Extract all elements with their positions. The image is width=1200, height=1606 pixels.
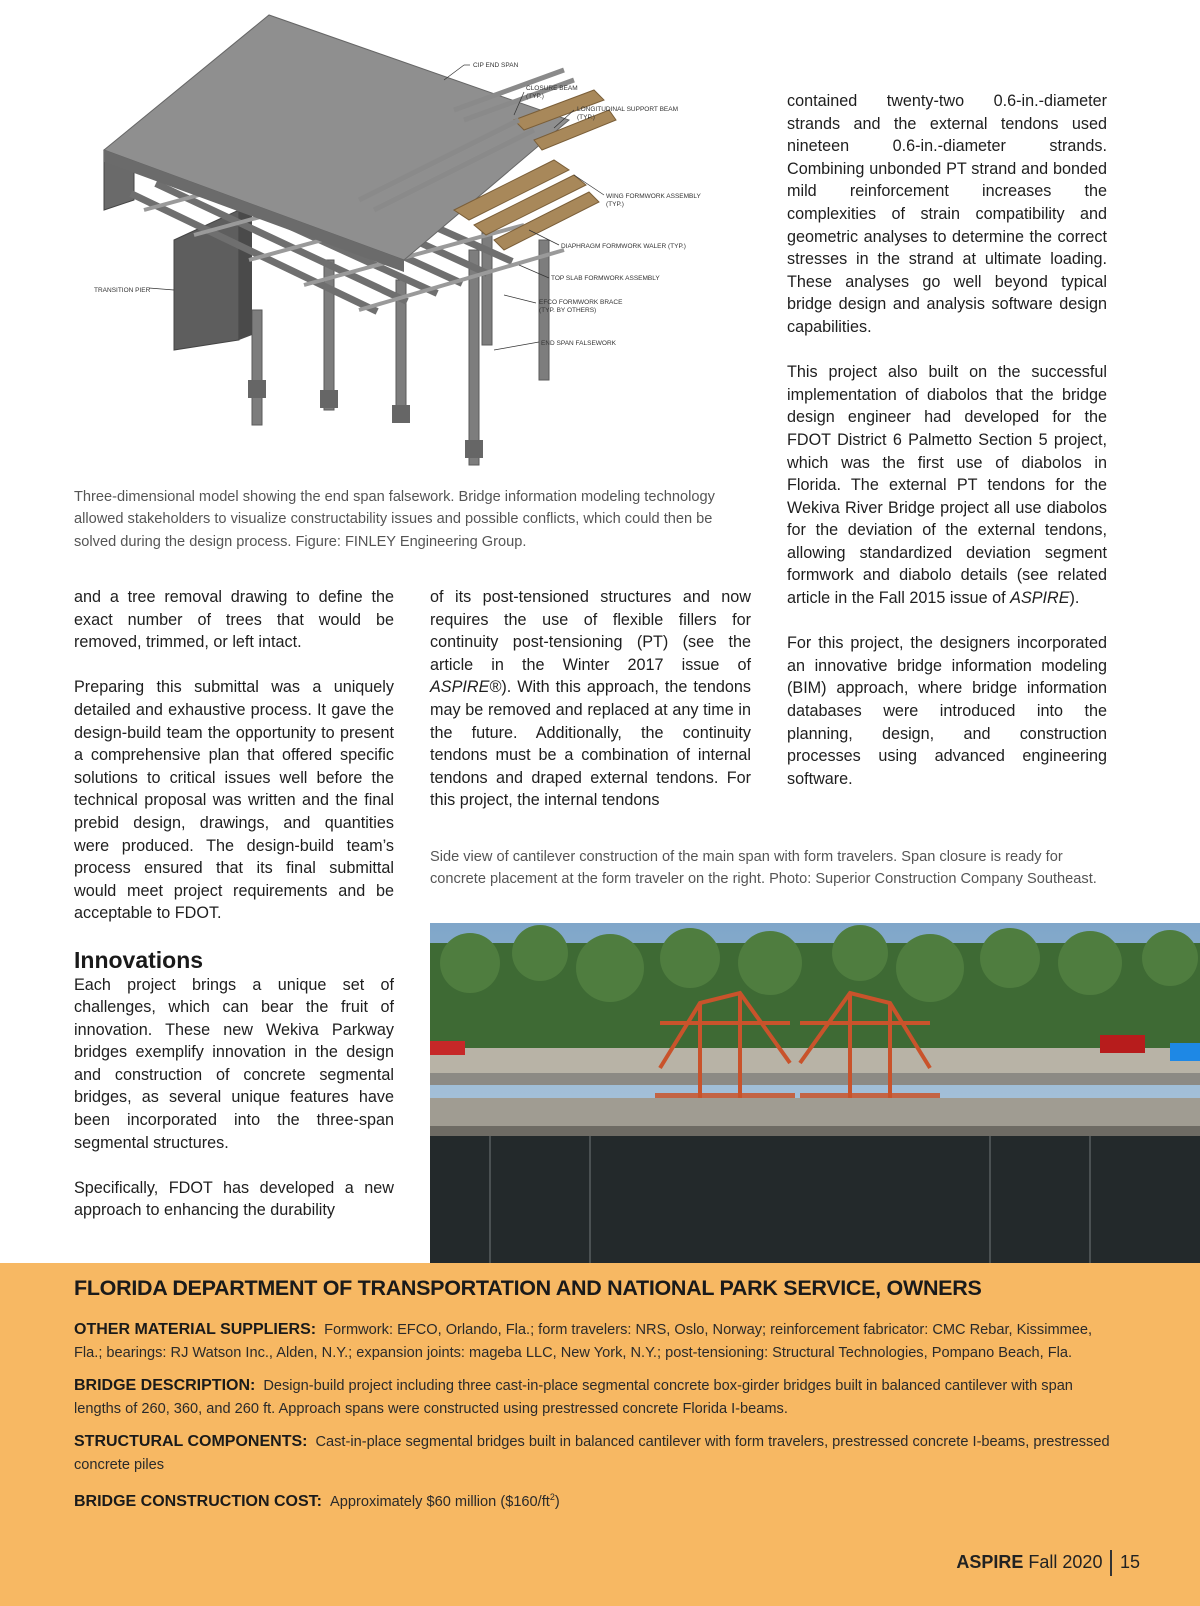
info-bridge-description xyxy=(74,1374,1114,1421)
cost-text: Approximately $60 million ($160/ft xyxy=(330,1493,550,1510)
figure-caption: Three-dimensional model showing the end span falsework. Bridge information modeling technology allowed stakeholders to visualize constructability issues and possible conflicts, which could then be solved during the design process. Figure: FINLEY Engineering Group. xyxy=(74,489,715,550)
description-text: Design-build project including three cast-in-place segmental concrete box-girder bridges built in balanced cantilever with span lengths of 260, 360, and 260 ft. Approach spans were constructed using prestressed concrete Florida I-beams. xyxy=(74,1378,1073,1417)
components-label: STRUCTURAL COMPONENTS: xyxy=(74,1433,308,1450)
suppliers-text: Formwork: EFCO, Orlando, Fla.; form travelers: NRS, Oslo, Norway; reinforcement fabricator: CMC Rebar, Kissimmee, Fla.; bearings: RJ Watson Inc., Alden, N.Y.; expansion joints: mageba LLC, New York, N.Y.; post-tensioning: Structural Technologies, Pompano Beach, Fla. xyxy=(74,1322,1093,1361)
col2-text-a: of its post-tensioned structures and now requires the use of flexible fillers for continuity post-tensioning (PT) (see the article in the Winter 2017 issue of xyxy=(430,588,751,674)
label-diaphragm-waler: DIAPHRAGM FORMWORK WALER (TYP.) xyxy=(561,243,686,250)
info-construction-cost xyxy=(74,1486,1114,1514)
col3-paragraph-2 xyxy=(787,361,1107,610)
col2-italic-aspire: ASPIRE® xyxy=(430,678,502,697)
bridge-construction-photo xyxy=(430,923,1200,1263)
label-efco-brace: EFCO FORMWORK BRACE xyxy=(539,299,623,306)
cost-label: BRIDGE CONSTRUCTION COST: xyxy=(74,1492,322,1510)
label-closure-beam: CLOSURE BEAM xyxy=(526,85,578,92)
cost-superscript: 2 xyxy=(549,1492,555,1502)
col2-paragraph-1 xyxy=(430,586,751,812)
col1-paragraph-4: Specifically, FDOT has developed a new approach to enhancing the durability xyxy=(74,1178,394,1220)
label-longitudinal-support-beam: LONGITUDINAL SUPPORT BEAM xyxy=(577,106,679,113)
label-wing-formwork: WING FORMWORK ASSEMBLY xyxy=(606,193,701,200)
column-3 xyxy=(787,90,1107,813)
col3-paragraph-1: contained twenty-two 0.6-in.-diameter strands and the external tendons used nineteen 0.6-in.-diameter strands. Combining unbonded PT strand and bonded mild reinforcement increases the complexities of strain compatibility and geometric analyses to determine the correct stresses in the strand at ultimate loading. These analyses go well beyond typical bridge design and analysis software design capabilities. xyxy=(787,92,1107,336)
footer-magazine: ASPIRE xyxy=(956,1551,1024,1572)
description-label: BRIDGE DESCRIPTION: xyxy=(74,1377,256,1394)
suppliers-label: OTHER MATERIAL SUPPLIERS: xyxy=(74,1321,317,1338)
label-closure-beam-typ: (TYP.) xyxy=(526,93,544,100)
label-longitudinal-support-beam-typ: (TYP.) xyxy=(577,114,595,121)
col3-paragraph-3: For this project, the designers incorporated an innovative bridge information modeling (BIM) approach, where bridge information databases were introduced into the planning, design, and construction processes using advanced engineering software. xyxy=(787,634,1107,788)
col1-paragraph-2: Preparing this submittal was a uniquely detailed and exhaustive process. It gave the design-build team the opportunity to present a comprehensive plan that offered specific solutions to critical issues well before the technical proposal was written and the final prebid design, drawings, and quantities were produced. The design-build team’s process ensured that its final submittal would meet project requirements and be acceptable to FDOT. xyxy=(74,678,394,923)
page-footer xyxy=(956,1550,1140,1576)
info-material-suppliers xyxy=(74,1318,1114,1365)
col1-paragraph-1: and a tree removal drawing to define the exact number of trees that would be removed, trimmed, or left intact. xyxy=(74,588,394,652)
label-cip-end-span: CIP END SPAN xyxy=(473,62,519,69)
photo-caption: Side view of cantilever construction of the main span with form travelers. Span closure is ready for concrete placement at the form traveler on the right. Photo: Superior Construction Company Southeast. xyxy=(430,849,1097,888)
col3-text-a: This project also built on the successful implementation of diabolos that the bridge design engineer had developed for the FDOT District 6 Palmetto Section 5 project, which was the first use of diabolos in Florida. The external PT tendons for the Wekiva River Bridge project all use diabolos for the deviation of the external tendons, allowing standardized deviation segment formwork and diabolo details (see related article in the Fall 2015 issue of xyxy=(787,363,1107,608)
col3-text-b: ). xyxy=(1069,589,1080,608)
section-heading-innovations: Innovations xyxy=(74,946,204,973)
col3-italic-aspire: ASPIRE xyxy=(1010,589,1070,608)
label-wing-formwork-typ: (TYP.) xyxy=(606,201,624,208)
col1-paragraph-3: Each project brings a unique set of challenges, which can bear the fruit of innovation. These new Wekiva Parkway bridges exemplify innovation in the design and construction of concrete segmental bridges, as several unique features have been incorporated into the three-span segmental structures. xyxy=(74,975,394,1152)
cost-end: ) xyxy=(554,1493,560,1510)
footer-page-number: 15 xyxy=(1119,1551,1140,1572)
info-structural-components xyxy=(74,1430,1114,1477)
label-efco-brace-typ: (TYP. BY OTHERS) xyxy=(539,307,597,314)
info-box-title: FLORIDA DEPARTMENT OF TRANSPORTATION AND NATIONAL PARK SERVICE, OWNERS xyxy=(74,1276,982,1300)
falsework-3d-model-figure xyxy=(74,10,734,475)
label-top-slab: TOP SLAB FORMWORK ASSEMBLY xyxy=(551,275,660,282)
column-2 xyxy=(430,586,751,835)
label-end-span-falsework: END SPAN FALSEWORK xyxy=(541,340,617,347)
footer-issue: Fall 2020 xyxy=(1028,1551,1103,1572)
footer-separator xyxy=(1110,1550,1112,1576)
col2-text-b: ). With this approach, the tendons may be removed and replaced at any time in the future. Additionally, the continuity tendons must be a combination of internal tendons and draped external tendons. For this project, the internal tendons xyxy=(430,678,751,810)
column-1 xyxy=(74,586,394,1245)
components-text: Cast-in-place segmental bridges built in balanced cantilever with form travelers, prestressed concrete I-beams, prestressed concrete piles xyxy=(74,1434,1110,1473)
label-transition-pier: TRANSITION PIER xyxy=(94,287,151,294)
